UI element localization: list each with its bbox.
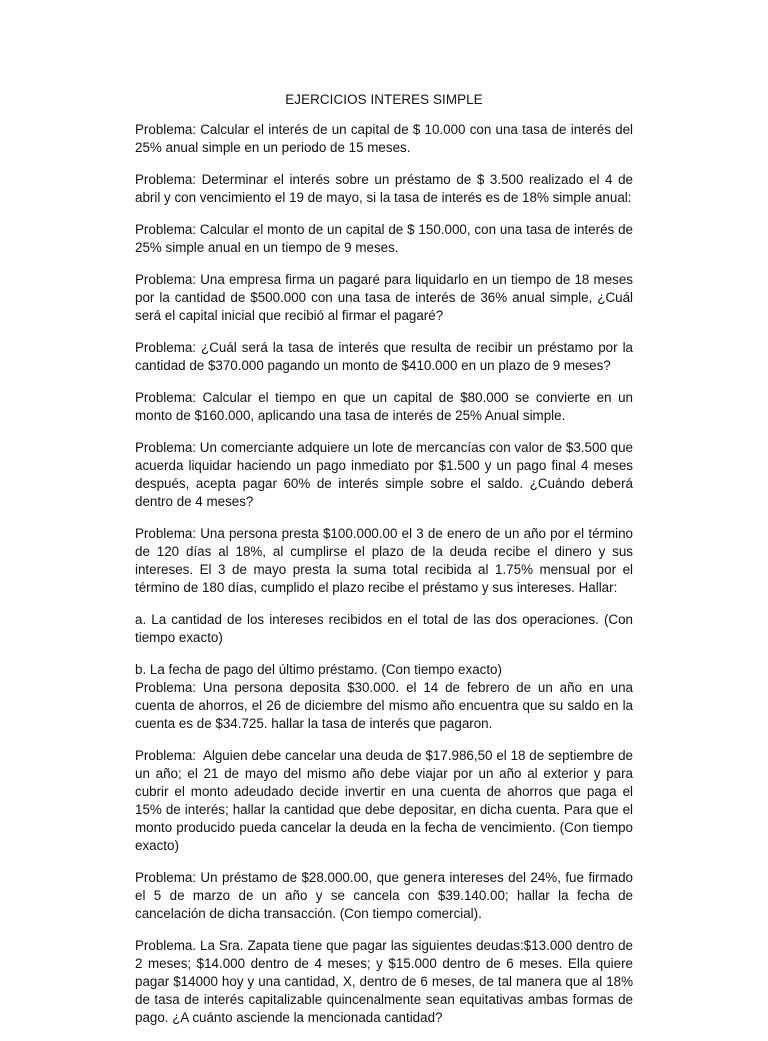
problem-4-paragraph: Problema: Una empresa firma un pagaré para liquidarlo en un tiempo de 18 meses por la cantidad de $500.000 con una tasa de interés de 36% anual simple, ¿Cuál será el capital inicial que recibió al firmar el pagaré? — [135, 272, 637, 323]
problem-12-paragraph: Problema. La Sra. Zapata tiene que pagar las siguientes deudas:$13.000 dentro de 2 meses; $14.000 dentro de 4 meses; y $15.000 dentro de 6 meses. Ella quiere pagar $14000 hoy y una cantidad, X, dentro de 6 meses, de tal manera que al 18% de tasa de interés capitalizable quincenalmente sean equitativas ambas formas de pago. ¿A cuánto asciende la mencionada cantidad? — [135, 938, 637, 1025]
problem-11-paragraph: Problema: Un préstamo de $28.000.00, que genera intereses del 24%, fue firmado el 5 de marzo de un año y se cancela con $39.140.00; hallar la fecha de cancelación de dicha transacción. (Con tiempo comercial). — [135, 870, 637, 921]
problem-2-paragraph: Problema: Determinar el interés sobre un préstamo de $ 3.500 realizado el 4 de abril y con vencimiento el 19 de mayo, si la tasa de interés es de 18% simple anual: — [135, 172, 637, 205]
problem-5-paragraph: Problema: ¿Cuál será la tasa de interés que resulta de recibir un préstamo por la cantidad de $370.000 pagando un monto de $410.000 en un plazo de 9 meses? — [135, 340, 637, 373]
problem-1-paragraph: Problema: Calcular el interés de un capital de $ 10.000 con una tasa de interés del 25% anual simple en un periodo de 15 meses. — [135, 122, 637, 155]
document-title: EJERCICIOS INTERES SIMPLE — [285, 92, 483, 107]
problem-3-paragraph: Problema: Calcular el monto de un capital de $ 150.000, con una tasa de interés de 25% simple anual en un tiempo de 9 meses. — [135, 222, 637, 255]
document-body — [135, 121, 637, 1041]
problem-8-part-a: a. La cantidad de los intereses recibidos en el total de las dos operaciones. (Con tiempo exacto) — [135, 612, 637, 645]
problem-10-paragraph: Problema: Alguien debe cancelar una deuda de $17.986,50 el 18 de septiembre de un año; el 21 de mayo del mismo año debe viajar por un año al exterior y para cubrir el monto adeudado decide invertir en una cuenta de ahorros que paga el 15% de interés; hallar la cantidad que debe depositar, en dicha cuenta. Para que el monto producido pueda cancelar la deuda en la fecha de vencimiento. (Con tiempo exacto) — [135, 748, 637, 853]
problem-8-paragraph: Problema: Una persona presta $100.000.00 el 3 de enero de un año por el término de 120 días al 18%, al cumplirse el plazo de la deuda recibe el dinero y sus intereses. El 3 de mayo presta la suma total recibida al 1.75% mensual por el término de 180 días, cumplido el plazo recibe el préstamo y sus intereses. Hallar: — [135, 526, 637, 595]
problem-8-part-b: b. La fecha de pago del último préstamo. (Con tiempo exacto) — [135, 662, 502, 677]
problem-6-paragraph: Problema: Calcular el tiempo en que un capital de $80.000 se convierte en un monto de $160.000, aplicando una tasa de interés de 25% Anual simple. — [135, 390, 637, 423]
problem-7-paragraph: Problema: Un comerciante adquiere un lote de mercancías con valor de $3.500 que acuerda liquidar haciendo un pago inmediato por $1.500 y un pago final 4 meses después, acepta pagar 60% de interés simple sobre el saldo. ¿Cuándo deberá dentro de 4 meses? — [135, 440, 637, 509]
problem-9-paragraph: Problema: Una persona deposita $30.000. el 14 de febrero de un año en una cuenta de ahorros, el 26 de diciembre del mismo año encuentra que su saldo en la cuenta es de $34.725. hallar la tasa de interés que pagaron. — [135, 680, 637, 731]
